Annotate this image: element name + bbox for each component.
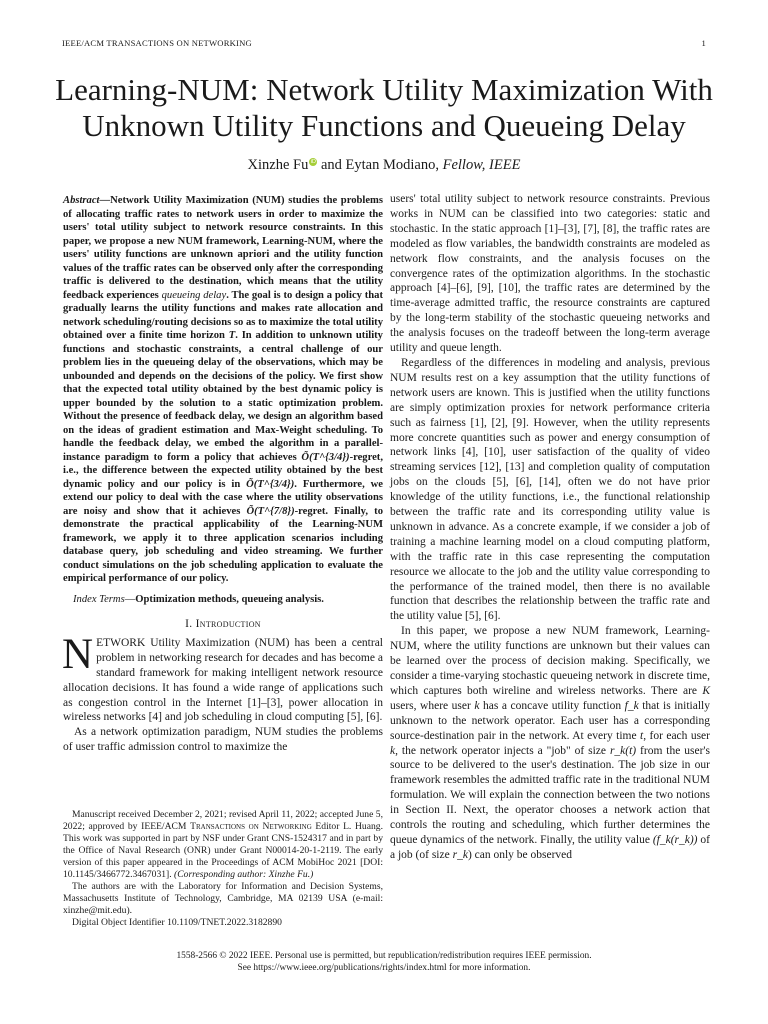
math-fk: f_k [624, 699, 639, 712]
math-rk: r_k [452, 848, 468, 861]
left-column [63, 194, 383, 755]
drop-cap: N [62, 630, 94, 678]
footnote-journal: Transactions on Networking [190, 821, 312, 832]
section-title: Introduction [195, 618, 261, 630]
abstract [63, 194, 383, 586]
author-fellow-title: Fellow, IEEE [442, 157, 521, 173]
title-line-1: Learning-NUM: Network Utility Maximization With [55, 72, 713, 107]
right-paragraph-1: users' total utility subject to network resource constraints. Previous works in NUM can be classified into two categories: static and stochastic. In the static approach [1]–[3], [7], [8], the traffic rates are modeled as flow variables, the bandwidth constraints are modeled as network flow constraints, and the analysis focuses on the convergence rates of the optimization algorithms. In the stochastic approach [4]–[6], [9], [10], the traffic rates are determined by the time-average admitted traffic, the resource constraints are captured by the long-term stability of the stochastic queueing networks and the analysis focuses on the tradeoff between the long-term average utility and queue length. [390, 193, 710, 355]
drop-cap-rest: ETWORK [96, 636, 146, 649]
author-name: Xinzhe Fu [247, 157, 309, 173]
math-K: K [702, 684, 710, 697]
abstract-text-5: . Furthermore, we extend our policy to deal with the case where the utility observations are noisy and show that it achieves [63, 478, 383, 517]
copyright-line-2[interactable]: See https://www.ieee.org/publications/rights/index.html for more information. [237, 962, 531, 973]
index-terms [63, 593, 383, 607]
paragraph-text: has a concave utility function [479, 699, 625, 712]
regret-bound-2: Õ(T^{3/4}) [246, 478, 295, 490]
intro-text-1: Utility Maximization (NUM) has been a central problem in networking research for decades and has become a standard framework for making intelligent network resource allocation decisions. It has found a wide range of applications such as congestion control in the Internet [1]–[3], power allocation in wireless networks [4] and job scheduling in cloud computing [5], [6]. [63, 636, 383, 724]
paragraph-text: , for each user [643, 729, 710, 742]
math-rkt: r_k(t) [609, 744, 637, 757]
author-list [40, 157, 728, 174]
abstract-text-3: . In addition to unknown utility functions and stochastic constraints, a central challenge of our problem lies in the queueing delay of the observations, which may be unbounded and depends on the decisions of the policy. We first show that the expected total utility obtained by the best dynamic policy is upper bounded by the solution to a static optimization problem. Without the presence of feedback delay, we design an algorithm based on the ideas of gradient estimation and Max-Weight scheduling. To handle the feedback delay, we embed the algorithm in a parallel-instance paradigm to form a policy that achieves [63, 330, 383, 463]
paragraph-text: ) can only be observed [467, 848, 573, 861]
index-terms-text: Optimization methods, queueing analysis. [135, 593, 324, 605]
right-paragraph-3 [390, 624, 710, 863]
index-terms-dash: — [124, 593, 136, 605]
right-column [390, 192, 710, 863]
footnotes [63, 809, 383, 929]
abstract-emphasis: queueing delay [161, 289, 227, 301]
author-connector: and Eytan Modiano, [317, 157, 443, 173]
intro-paragraph-1 [62, 630, 383, 725]
section-heading-introduction [63, 617, 383, 632]
regret-bound-3: Õ(T^{7/8}) [246, 505, 295, 517]
footnote-corresponding: (Corresponding author: Xinzhe Fu.) [174, 869, 314, 880]
right-paragraph-2: Regardless of the differences in modeling and analysis, previous NUM results rest on a key assumption that the utility functions of network users are known. This is justified when the utility functions are simply optimization proxies for network performance criteria such as fairness [1], [2], [9]. However, when the utility represents more concrete quantities such as power and energy consumption of network links [4], [10], user satisfaction of the quality of video streaming services [12], [13] and completion quality of computation jobs on the clouds [5], [6], [14], often we do not have prior knowledge of the utility functions, i.e., the functional relationship between the traffic rate and its corresponding utility value is unknown in advance. As a concrete example, if we consider a job of training a machine learning model on a cloud computing platform, with the traffic rate in this case representing the computation resource we allocate to the job and the utility value corresponding to the performance of the trained model, then there is no available function that describes the relationship between the traffic rate and the utility value [5], [6]. [390, 356, 710, 623]
abstract-label: Abstract [63, 195, 100, 206]
index-terms-label: Index Terms [73, 593, 125, 605]
title-line-2: Unknown Utility Functions and Queueing Delay [82, 108, 686, 143]
math-k: k [474, 699, 480, 712]
copyright-line-1: 1558-2566 © 2022 IEEE. Personal use is permitted, but republication/redistribution requires IEEE permission. [176, 951, 592, 961]
footnote-manuscript [63, 809, 383, 881]
math-k: k [390, 744, 396, 757]
running-header [62, 38, 706, 52]
section-numeral: I. [185, 618, 196, 630]
paper-title [40, 72, 728, 144]
journal-name: IEEE/ACM TRANSACTIONS ON NETWORKING [62, 38, 252, 48]
footnote-affiliation: The authors are with the Laboratory for Information and Decision Systems, Massachusetts Institute of Technology, Cambridge, MA 02139 USA (e-mail: xinzhe@mit.edu). [63, 881, 383, 916]
footnote-doi: Digital Object Identifier 10.1109/TNET.2022.3182890 [72, 917, 282, 928]
intro-paragraph-2: As a network optimization paradigm, NUM studies the problems of user traffic admission control to maximize the [63, 726, 383, 754]
math-T: T [228, 330, 236, 341]
footnote-text: Manuscript received December 2, 2021; revised April 11, 2022; accepted June 5, 2022; approved by IEEE/ACM [63, 809, 383, 832]
abstract-text-4: -regret, i.e., the difference between the expected utility obtained by the best dynamic policy and our policy is in [63, 451, 383, 490]
math-fkrk: (f_k(r_k)) [652, 833, 698, 846]
paragraph-text: users, where user [390, 699, 475, 712]
abstract-text-1: Network Utility Maximization (NUM) studies the problems of allocating traffic rates to network users in order to maximize the users' total utility subject to network resource constraints. In this paper, we propose a new NUM framework, Learning-NUM, where the users' utility functions are unknown apriori and the utility function values of the traffic rates can be observed only after the corresponding traffic is delivered to the destination, which means that the utility feedback experiences [63, 195, 383, 301]
paragraph-text: In this paper, we propose a new NUM framework, Learning-NUM, where the utility functions are unknown but their values can be learned over the process of decision making. Specifically, we consider a time-varying stochastic queueing network in discrete time, which captures both wireline and wireless networks. There are [390, 625, 710, 697]
orcid-icon[interactable]: iD [310, 159, 316, 165]
paragraph-text: of a job (of size [390, 833, 710, 861]
page-number: 1 [701, 38, 706, 48]
abstract-dash: — [99, 195, 111, 206]
regret-bound-1: Õ(T^{3/4}) [301, 451, 350, 463]
abstract-text-6: -regret. Finally, to demonstrate the practical applicability of the Learning-NUM framework, we apply it to three application scenarios including database query, job scheduling and video streaming. We further conduct simulations on the job scheduling application to evaluate the empirical performance of our policy. [63, 505, 383, 584]
math-t: t [640, 729, 644, 742]
paragraph-text: from the user's source to be delivered to the user's destination. The job size in our framework resembles the admitted traffic rate in the traditional NUM formulation. We will explain the connection between the two notions in Section II. Next, the operator chooses a network action that controls the routing and scheduling, which further determines the queue dynamics of the network. Finally, the utility value [390, 744, 710, 846]
footnote-text: Editor L. Huang. This work was supported in part by NSF under Grant CNS-1524317 and in part by the Office of Naval Research (ONR) under Grant N00014-20-1-2119. The early version of this paper appeared in the Proceedings of ACM MobiHoc 2021 [DOI: 10.1145/3466772.3467031]. [63, 821, 383, 880]
copyright-notice [40, 951, 728, 974]
paragraph-text: , the network operator injects a "job" of size [395, 744, 610, 757]
abstract-text-2: . The goal is to design a policy that gradually learns the utility functions and makes rate allocation and network scheduling/routing decisions so as to maximize the total utility obtained over a finite time horizon [63, 289, 383, 341]
paragraph-text: that is initially unknown to the network operator. Each user has a corresponding source-destination pair in the network. At every time [390, 699, 710, 742]
